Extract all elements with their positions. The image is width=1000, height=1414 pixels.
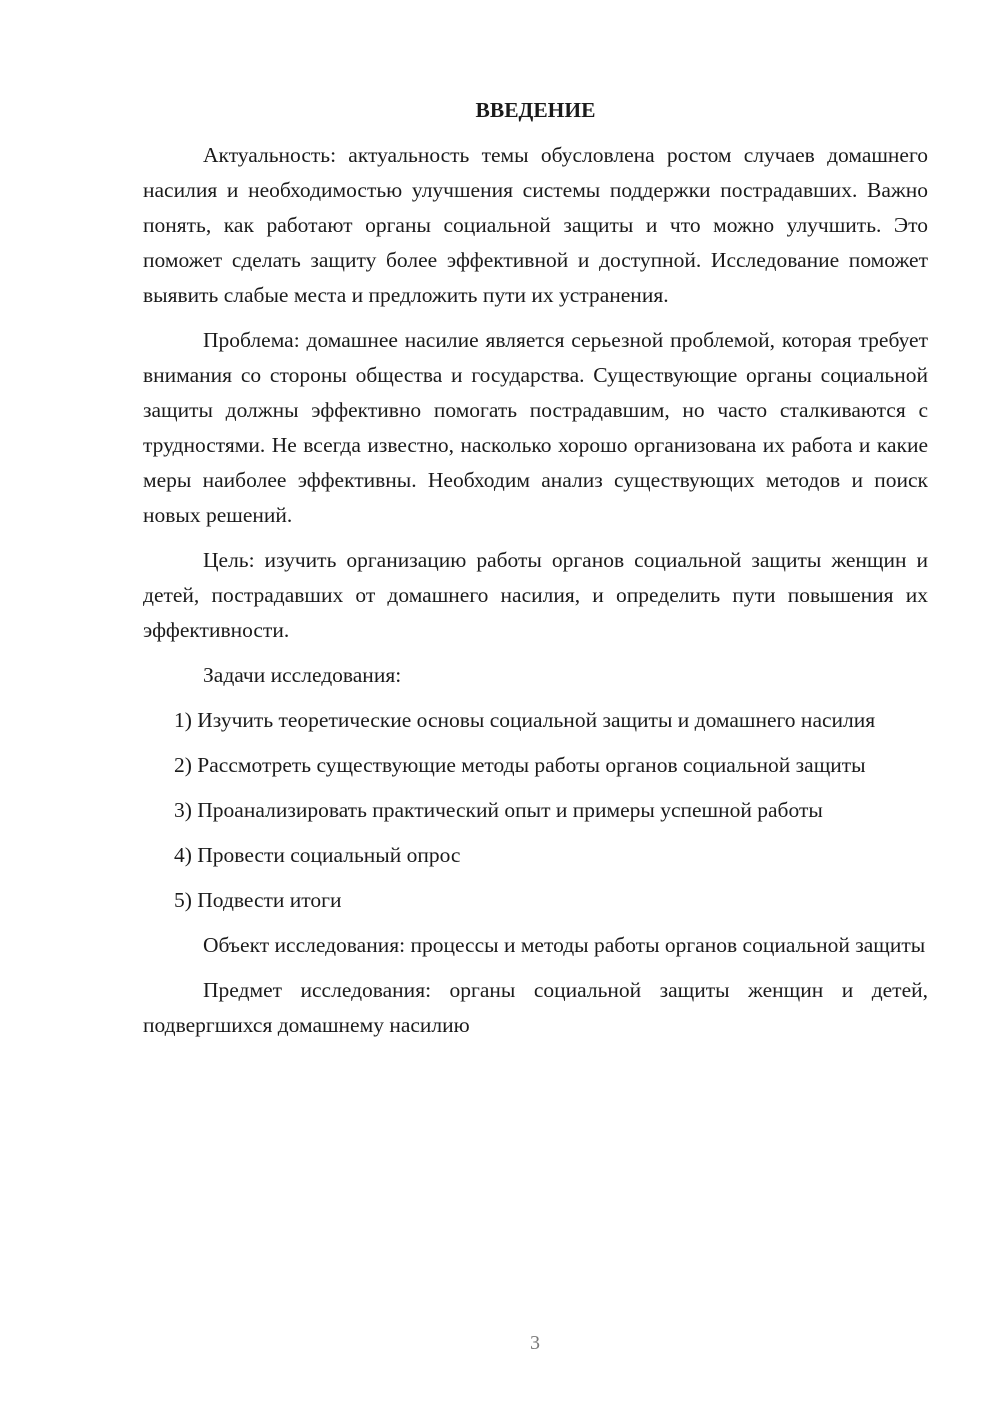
task-item: 4) Провести социальный опрос (174, 843, 461, 867)
problem-paragraph: Проблема: домашнее насилие является серьезной проблемой, которая требует внимания со стороны общества и государства. Существующие органы социальной защиты должны эффективно помогать пострадавшим, но часто сталкиваются с трудностями. Не всегда известно, насколько хорошо организована их работа и какие меры наиболее эффективны. Необходим анализ существующих методов и поиск новых решений. (143, 328, 928, 527)
document-page (143, 93, 928, 1053)
tasks-heading: Задачи исследования: (203, 663, 402, 687)
task-item: 3) Проанализировать практический опыт и примеры успешной работы (174, 798, 823, 822)
page-number: 3 (530, 1332, 540, 1354)
task-item: 1) Изучить теоретические основы социальной защиты и домашнего насилия (174, 708, 876, 732)
task-item: 5) Подвести итоги (174, 888, 342, 912)
task-item: 2) Рассмотреть существующие методы работы органов социальной защиты (174, 753, 866, 777)
goal-paragraph: Цель: изучить организацию работы органов социальной защиты женщин и детей, пострадавших от домашнего насилия, и определить пути повышения их эффективности. (143, 548, 928, 642)
subject-paragraph: Предмет исследования: органы социальной защиты женщин и детей, подвергшихся домашнему насилию (143, 978, 928, 1037)
object-paragraph: Объект исследования: процессы и методы работы органов социальной защиты (203, 933, 926, 957)
relevance-paragraph: Актуальность: актуальность темы обусловлена ростом случаев домашнего насилия и необходимостью улучшения системы поддержки пострадавших. Важно понять, как работают органы социальной защиты и что можно улучшить. Это поможет сделать защиту более эффективной и доступной. Исследование поможет выявить слабые места и предложить пути их устранения. (143, 143, 928, 307)
page-title: ВВЕДЕНИЕ (475, 98, 596, 122)
